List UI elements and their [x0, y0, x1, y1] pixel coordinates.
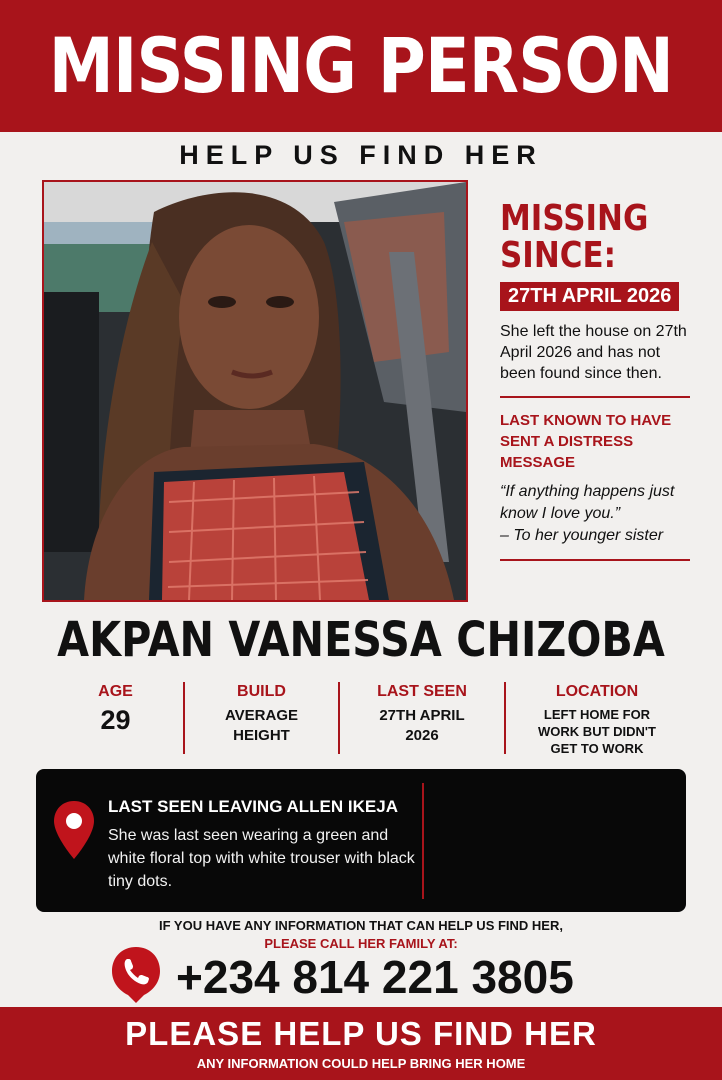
- footer-title: PLEASE HELP US FIND HER: [125, 1015, 597, 1052]
- stat-label: BUILD: [237, 683, 286, 700]
- missing-since-column: [500, 200, 696, 573]
- missing-date-badge: 27TH APRIL 2026: [500, 282, 679, 311]
- stat-build: [185, 682, 338, 754]
- distress-quote-text: “If anything happens just know I love you.”: [500, 483, 675, 522]
- missing-since-line2: SINCE:: [500, 235, 616, 276]
- missing-since-description: She left the house on 27th April 2026 and has not been found since then.: [500, 323, 687, 382]
- phone-icon: [110, 945, 162, 1005]
- photo-illustration: [44, 182, 466, 600]
- missing-person-photo: [42, 180, 468, 602]
- distress-title: LAST KNOWN TO HAVE SENT A DISTRESS MESSAGE: [500, 412, 672, 471]
- divider: [500, 559, 690, 561]
- missing-since-line1: MISSING: [500, 198, 649, 239]
- stats-row: [48, 682, 688, 754]
- stat-value: 29: [100, 705, 131, 735]
- stat-age: [48, 682, 183, 754]
- contact-line2: PLEASE CALL HER FAMILY AT:: [264, 936, 458, 951]
- stat-label: LOCATION: [555, 683, 639, 700]
- last-seen-title: LAST SEEN LEAVING ALLEN IKEJA: [108, 797, 398, 816]
- box-divider: [422, 783, 424, 899]
- footer-subtitle: ANY INFORMATION COULD HELP BRING HER HOME: [196, 1056, 526, 1071]
- stat-label: LAST SEEN: [377, 683, 467, 700]
- phone-number[interactable]: +234 814 221 3805: [176, 951, 574, 1003]
- distress-quote-attribution: – To her younger sister: [500, 527, 664, 544]
- divider: [500, 396, 690, 398]
- location-pin-icon: [52, 799, 96, 861]
- stat-last-seen: [340, 682, 504, 754]
- stat-value: 27TH APRIL 2026: [379, 707, 465, 744]
- person-name: AKPAN VANESSA CHIZOBA: [57, 612, 665, 668]
- headline-box: [24, 8, 698, 122]
- stat-location: [506, 682, 688, 754]
- last-seen-box: [36, 769, 686, 912]
- missing-since-heading: [500, 200, 669, 274]
- page-title: MISSING PERSON: [48, 20, 674, 110]
- stat-label: AGE: [98, 683, 133, 700]
- distress-quote: [500, 481, 696, 547]
- bottom-banner: [0, 1007, 722, 1080]
- page-subtitle: HELP US FIND HER: [179, 140, 543, 170]
- stat-value: LEFT HOME FOR WORK BUT DIDN'T GET TO WORK: [538, 707, 656, 756]
- top-banner: [0, 0, 722, 132]
- contact-line1: IF YOU HAVE ANY INFORMATION THAT CAN HELP US FIND HER,: [159, 918, 563, 933]
- last-seen-description: She was last seen wearing a green and white floral top with white trouser with black tiny dots.: [108, 827, 415, 890]
- stat-value: AVERAGE HEIGHT: [224, 707, 299, 744]
